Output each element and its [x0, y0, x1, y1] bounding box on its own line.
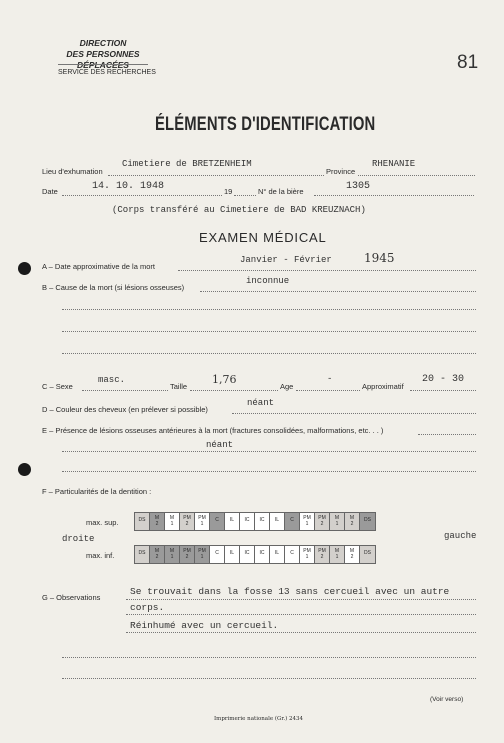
upper-tooth-label: M	[169, 515, 175, 521]
lower-tooth-index: 1	[305, 554, 309, 560]
field-a-dots	[178, 270, 476, 271]
lower-tooth-label: IL	[274, 550, 280, 556]
lower-tooth-3	[165, 546, 180, 563]
lower-tooth-5	[195, 546, 210, 563]
lower-tooth-10	[270, 546, 285, 563]
lower-tooth-11	[285, 546, 300, 563]
page-title: ÉLÉMENTS D'IDENTIFICATION	[155, 114, 376, 135]
field-c-approx-value: 20 - 30	[422, 374, 465, 385]
lower-tooth-label: DS	[138, 550, 146, 556]
lower-tooth-label: DS	[364, 550, 371, 556]
field-a-label: A – Date approximative de la mort	[42, 262, 155, 271]
lower-tooth-8	[240, 546, 255, 563]
upper-tooth-label: PM	[183, 515, 191, 521]
transfer-note: (Corps transféré au Cimetiere de BAD KREUZNACH)	[112, 205, 366, 215]
file-number: 81	[457, 52, 479, 73]
upper-tooth-index: 2	[320, 521, 324, 527]
field-b-line-4	[62, 353, 476, 354]
lower-tooth-index: 2	[185, 554, 189, 560]
upper-tooth-label: IL	[274, 517, 280, 523]
upper-tooth-2	[150, 513, 165, 530]
field-c-taille-dots	[190, 390, 278, 391]
lower-tooth-label: PM	[198, 548, 206, 554]
lower-tooth-9	[255, 546, 270, 563]
upper-tooth-14	[330, 513, 345, 530]
observations-dots-4	[62, 657, 476, 658]
upper-tooth-label: DS	[364, 517, 371, 523]
field-c-taille-value: 1,76	[212, 373, 237, 386]
field-c-sexe-label: C – Sexe	[42, 382, 73, 391]
lower-tooth-16	[360, 546, 375, 563]
upper-tooth-label: C	[290, 517, 294, 523]
max-sup-label: max. sup.	[86, 518, 119, 527]
date-value: 14. 10. 1948	[92, 181, 165, 192]
field-c-taille-label: Taille	[170, 382, 188, 391]
lower-tooth-index: 1	[335, 554, 339, 560]
lower-tooth-label: M	[349, 548, 355, 554]
lower-tooth-label: M	[169, 548, 175, 554]
upper-tooth-label: IC	[244, 517, 250, 523]
upper-tooth-index: 1	[335, 521, 339, 527]
upper-tooth-1	[135, 513, 150, 530]
lieu-label: Lieu d'exhumation	[42, 167, 103, 176]
lieu-dots	[108, 175, 324, 176]
lower-tooth-label: C	[215, 550, 219, 556]
upper-tooth-8	[240, 513, 255, 530]
year-prefix: 19	[224, 187, 233, 196]
lower-tooth-label: IC	[244, 550, 250, 556]
lower-tooth-6	[210, 546, 225, 563]
lieu-value: Cimetiere de BRETZENHEIM	[122, 159, 252, 169]
field-c-age-dots	[296, 390, 360, 391]
lower-tooth-label: PM	[303, 548, 311, 554]
province-value: RHENANIE	[372, 159, 416, 169]
service-name: SERVICE DES RECHERCHES	[58, 69, 156, 76]
biere-dots	[314, 195, 474, 196]
field-b-line-3	[62, 331, 476, 332]
field-a-year: 1945	[364, 251, 395, 265]
field-c-age-label: Age	[280, 382, 294, 391]
upper-tooth-index: 2	[155, 521, 159, 527]
field-f-label: F – Particularités de la dentition :	[42, 487, 152, 496]
observations-dots-5	[62, 678, 476, 679]
org-line-2: DES PERSONNES DÉPLACÉES	[66, 49, 140, 70]
upper-tooth-16	[360, 513, 375, 530]
lower-tooth-index: 1	[200, 554, 204, 560]
biere-label: N° de la bière	[258, 187, 304, 196]
upper-tooth-13	[315, 513, 330, 530]
upper-teeth-chart	[134, 512, 376, 531]
observations-dots-1	[126, 599, 476, 600]
lower-tooth-label: PM	[318, 548, 326, 554]
observations-dots-3	[126, 632, 476, 633]
upper-tooth-3	[165, 513, 180, 530]
upper-tooth-10	[270, 513, 285, 530]
upper-tooth-label: M	[334, 515, 340, 521]
upper-tooth-index: 2	[185, 521, 189, 527]
upper-tooth-label: IL	[229, 517, 235, 523]
upper-tooth-label: M	[154, 515, 160, 521]
field-c-sexe-value: masc.	[98, 375, 126, 385]
punch-hole-top	[18, 262, 31, 275]
upper-tooth-5	[195, 513, 210, 530]
field-a-value: Janvier - Février	[240, 255, 332, 265]
header-divider	[58, 64, 148, 65]
lower-tooth-label: IC	[259, 550, 265, 556]
observations-line-1: Se trouvait dans la fosse 13 sans cercueil avec un autre	[130, 586, 450, 597]
lower-teeth-chart	[134, 545, 376, 564]
lower-tooth-label: M	[154, 548, 160, 554]
field-c-approx-dots	[410, 390, 476, 391]
lower-tooth-12	[300, 546, 315, 563]
voir-verso: (Voir verso)	[430, 696, 464, 703]
upper-tooth-label: PM	[198, 515, 206, 521]
lower-tooth-index: 2	[320, 554, 324, 560]
field-d-dots	[232, 413, 476, 414]
field-c-age-value: -	[327, 374, 333, 384]
observations-label: G – Observations	[42, 593, 101, 602]
lower-tooth-1	[135, 546, 150, 563]
upper-tooth-label: DS	[138, 517, 146, 523]
observations-line-3: Réinhumé avec un cercueil.	[130, 620, 279, 631]
lower-tooth-15	[345, 546, 360, 563]
exam-title: EXAMEN MÉDICAL	[199, 230, 327, 245]
upper-tooth-4	[180, 513, 195, 530]
field-b-value: inconnue	[246, 276, 290, 286]
lower-tooth-index: 2	[350, 554, 354, 560]
lower-tooth-index: 1	[170, 554, 174, 560]
lower-tooth-label: C	[290, 550, 294, 556]
lower-tooth-2	[150, 546, 165, 563]
droite-label: droite	[62, 534, 95, 544]
gauche-label: gauche	[444, 531, 477, 541]
upper-tooth-9	[255, 513, 270, 530]
field-e-line-3	[62, 471, 476, 472]
field-e-line-2	[62, 451, 476, 452]
upper-tooth-12	[300, 513, 315, 530]
field-d-label: D – Couleur des cheveux (en prélever si possible)	[42, 405, 208, 414]
year-dots	[234, 195, 256, 196]
date-label: Date	[42, 187, 58, 196]
province-label: Province	[326, 167, 356, 176]
lower-tooth-4	[180, 546, 195, 563]
lower-tooth-14	[330, 546, 345, 563]
upper-tooth-7	[225, 513, 240, 530]
lower-tooth-label: IL	[229, 550, 235, 556]
upper-tooth-index: 1	[170, 521, 174, 527]
field-d-value: néant	[247, 398, 275, 408]
observations-dots-2	[126, 614, 476, 615]
field-e-label: E – Présence de lésions osseuses antérieures à la mort (fractures consolidées, malformations, etc. . . )	[42, 426, 384, 435]
field-e-value: néant	[206, 440, 234, 450]
province-dots	[358, 175, 475, 176]
lower-tooth-label: PM	[183, 548, 191, 554]
upper-tooth-label: PM	[318, 515, 326, 521]
lower-tooth-index: 2	[155, 554, 159, 560]
field-b-label: B – Cause de la mort (si lésions osseuses)	[42, 283, 185, 292]
field-e-dots	[418, 434, 476, 435]
upper-tooth-label: IC	[259, 517, 265, 523]
biere-value: 1305	[346, 181, 371, 192]
observations-line-2: corps.	[130, 602, 165, 613]
lower-tooth-label: M	[334, 548, 340, 554]
upper-tooth-15	[345, 513, 360, 530]
upper-tooth-label: PM	[303, 515, 311, 521]
field-b-line-2	[62, 309, 476, 310]
field-c-approx-label: Approximatif	[362, 382, 404, 391]
upper-tooth-index: 1	[305, 521, 309, 527]
date-dots	[62, 195, 222, 196]
field-c-sexe-dots	[82, 390, 168, 391]
upper-tooth-label: M	[349, 515, 355, 521]
lower-tooth-7	[225, 546, 240, 563]
upper-tooth-6	[210, 513, 225, 530]
upper-tooth-index: 2	[350, 521, 354, 527]
punch-hole-bottom	[18, 463, 31, 476]
field-b-dots	[200, 291, 476, 292]
max-inf-label: max. inf.	[86, 551, 115, 560]
lower-tooth-13	[315, 546, 330, 563]
upper-tooth-11	[285, 513, 300, 530]
org-header	[40, 38, 166, 71]
upper-tooth-index: 1	[200, 521, 204, 527]
org-line-1: DIRECTION	[79, 38, 127, 48]
upper-tooth-label: C	[215, 517, 219, 523]
printer-line: Imprimerie nationale (Gr.) 2434	[214, 716, 304, 722]
